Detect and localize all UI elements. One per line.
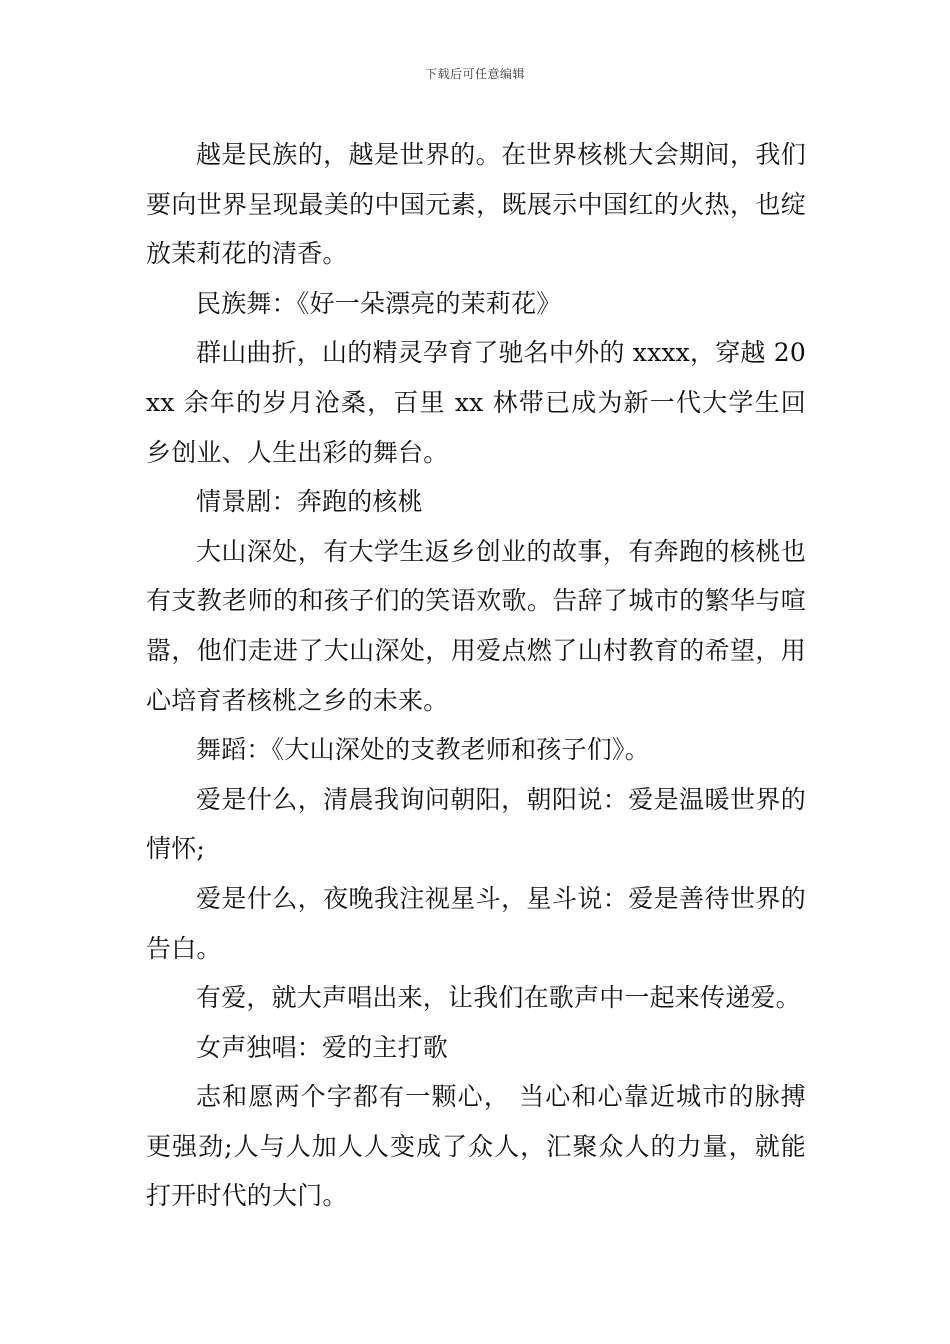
program-item-solo: 女声独唱：爱的主打歌: [196, 1032, 449, 1062]
paragraph-intro: 越是民族的，越是世界的。在世界核桃大会期间，我们要向世界呈现最美的中国元素，既展示中国红的火热，也绽放茉莉花的清香。: [146, 140, 806, 269]
header-note: 下载后可任意编辑: [424, 67, 525, 81]
document-body: [146, 130, 806, 1221]
paragraph-closing: 志和愿两个字都有一颗心， 当心和心靠近城市的脉搏更强劲;人与人加人人变成了众人，汇聚众人的力量，就能打开时代的大门。: [146, 1082, 806, 1211]
paragraph-sing-love: 有爱，就大声唱出来，让我们在歌声中一起来传递爱。: [196, 983, 801, 1013]
paragraph-deep-mountains: 大山深处，有大学生返乡创业的故事，有奔跑的核桃也有支教老师的和孩子们的笑语欢歌。告辞了城市的繁华与喧嚣，他们走进了大山深处，用爱点燃了山村教育的希望，用心培育者核桃之乡的未来。: [146, 536, 806, 715]
program-item-dance: 舞蹈：《大山深处的支教老师和孩子们》。: [196, 735, 650, 765]
paragraph-mountains: 群山曲折，山的精灵孕育了驰名中外的 xxxx，穿越 20xx 余年的岁月沧桑，百里 xx 林带已成为新一代大学生回乡创业、人生出彩的舞台。: [146, 338, 806, 467]
paragraph-love-morning: 爱是什么，清晨我询问朝阳，朝阳说：爱是温暖世界的情怀;: [146, 784, 806, 864]
program-item-sketch: 情景剧：奔跑的核桃: [196, 487, 423, 517]
paragraph-love-night: 爱是什么，夜晚我注视星斗，星斗说：爱是善待世界的告白。: [146, 883, 806, 963]
program-item-folk-dance: 民族舞：《好一朵漂亮的茉莉花》: [196, 288, 562, 318]
